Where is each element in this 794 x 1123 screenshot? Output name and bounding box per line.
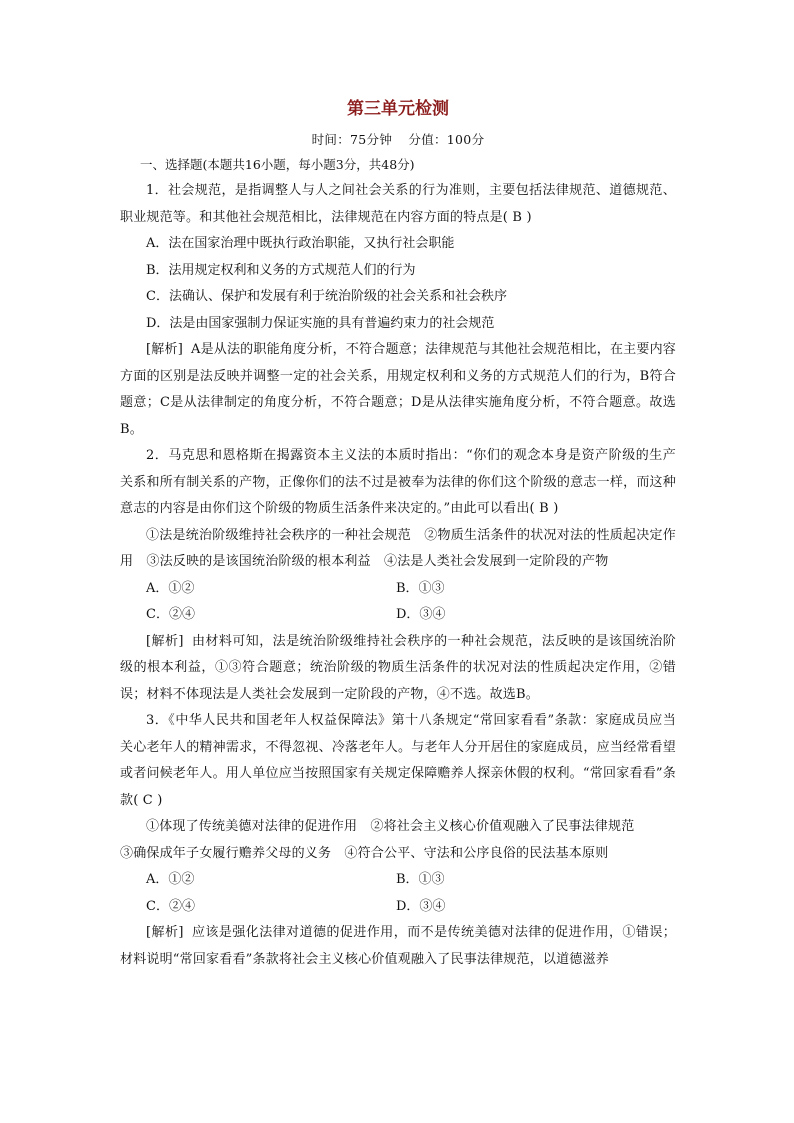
question-3-option-a: A．①② [146, 872, 195, 887]
question-3-option-d: D．③④ [396, 898, 446, 914]
question-2-option-b: B．①③ [396, 580, 445, 596]
question-2-options-row-2 [120, 602, 676, 629]
question-3-options-row-1 [120, 867, 676, 894]
exam-time: 时间：75分钟 [311, 132, 393, 147]
question-3-analysis [120, 920, 676, 973]
question-2-options-row-1 [120, 576, 676, 603]
question-1-option-d: D．法是由国家强制力保证实施的具有普遍约束力的社会规范 [146, 315, 495, 331]
question-2-analysis [120, 629, 676, 709]
analysis-tag: [解析] [146, 633, 184, 649]
exam-meta [120, 128, 676, 152]
analysis-text: 由材料可知，法是统治阶级维持社会秩序的一种社会规范，法反映的是该国统治阶级的根本利益，①③符合题意；统治阶级的物质生活条件的状况对法的性质起决定作用，②错误；材料不体现法是人类社会发展到一定阶段的产物，④不选。故选B。 [120, 633, 676, 702]
question-1-option-c: C．法确认、保护和发展有利于统治阶级的社会关系和社会秩序 [146, 289, 507, 304]
question-2-option-a: A．①② [146, 580, 195, 596]
question-3-option-c: C．②④ [146, 898, 195, 914]
analysis-text: 应该是强化法律对道德的促进作用，而不是传统美德对法律的促进作用，①错误；材料说明“常回家看看”条款将社会主义核心价值观融入了民事法律规范，以道德滋养 [120, 925, 676, 967]
question-2-stem: 2．马克思和恩格斯在揭露资本主义法的本质时指出：“你们的观念本身是资产阶级的生产关系和所有制关系的产物，正像你们的法不过是被奉为法律的你们这个阶级的意志一样，而这种意志的内容是由你们这个阶级的物质生活条件来决定的。”由此可以看出( B ) [120, 448, 676, 516]
analysis-tag: [解析] [146, 342, 183, 357]
question-2-option-c: C．②④ [146, 607, 195, 622]
question-1-stem: 1．社会规范，是指调整人与人之间社会关系的行为准则，主要包括法律规范、道德规范、职业规范等。和其他社会规范相比，法律规范在内容方面的特点是( B ) [120, 183, 676, 225]
question-3-statements-line-2: ③确保成年子女履行赡养父母的义务 ④符合公平、守法和公序良俗的民法基本原则 [120, 845, 609, 861]
question-3-options-row-2 [120, 894, 676, 921]
analysis-text: A是从法的职能角度分析，不符合题意；法律规范与其他社会规范相比，在主要内容方面的区别是法反映并调整一定的社会关系，用规定权利和义务的方式规范人们的行为，B符合题意；C是从法律制定的角度分析，不符合题意；D是从法律实施角度分析，不符合题意。故选B。 [120, 342, 676, 437]
question-1-option-b: B．法用规定权利和义务的方式规范人们的行为 [146, 262, 416, 278]
question-3-statements-line-1: ①体现了传统美德对法律的促进作用 ②将社会主义核心价值观融入了民事法律规范 [146, 819, 635, 834]
question-1-analysis [120, 337, 676, 443]
page-title: 第三单元检测 [347, 99, 449, 119]
analysis-tag: [解析] [146, 925, 184, 940]
document-page [120, 96, 676, 973]
question-1-option-a: A．法在国家治理中既执行政治职能，又执行社会职能 [146, 236, 455, 251]
question-2-option-d: D．③④ [396, 607, 446, 622]
question-3-option-b: B．①③ [396, 872, 445, 887]
question-3-stem: 3．《中华人民共和国老年人权益保障法》第十八条规定“常回家看看”条款：家庭成员应当关心老年人的精神需求，不得忽视、冷落老年人。与老年人分开居住的家庭成员，应当经常看望或者问候老年人。用人单位应当按照国家有关规定保障赡养人探亲休假的权利。“常回家看看”条款( C ) [120, 713, 676, 808]
question-2-statements: ①法是统治阶级维持社会秩序的一种社会规范 ②物质生活条件的状况对法的性质起决定作用 ③法反映的是该国统治阶级的根本利益 ④法是人类社会发展到一定阶段的产物 [120, 527, 676, 569]
section-heading: 一、选择题(本题共16小题，每小题3分，共48分) [140, 157, 415, 172]
exam-score: 分值：100分 [408, 132, 485, 147]
